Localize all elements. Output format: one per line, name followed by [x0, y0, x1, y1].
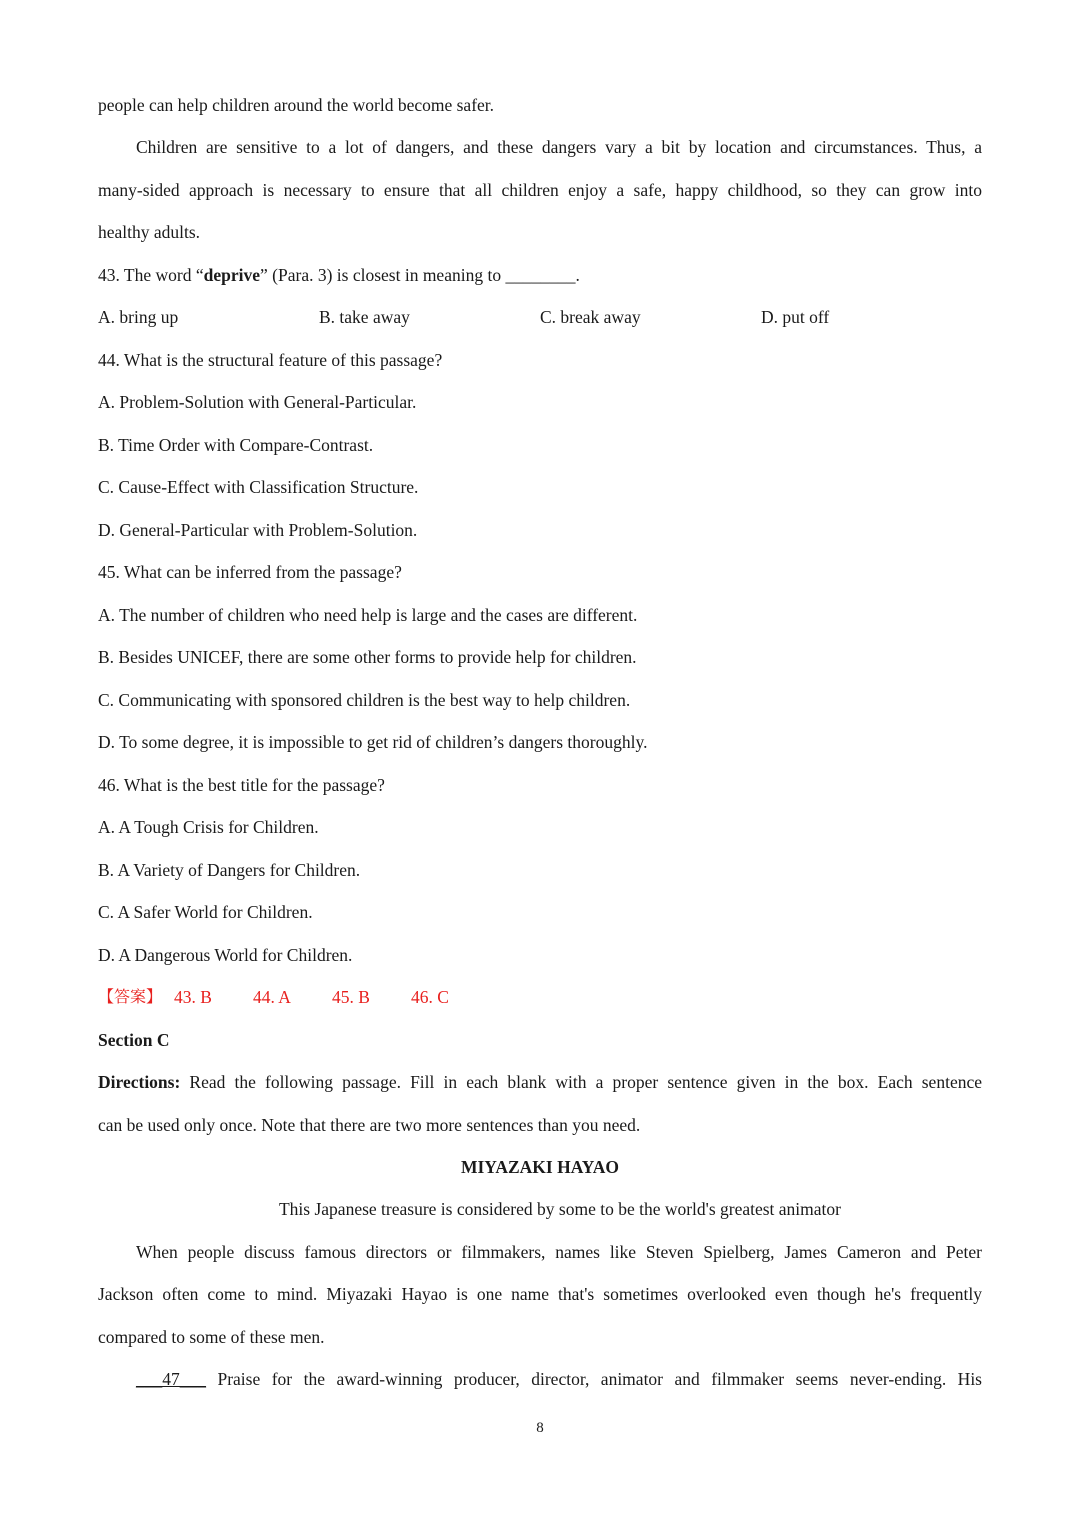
q45-option-c: C. Communicating with sponsored children is the best way to help children.: [98, 690, 631, 710]
q43-prefix: 43. The word “: [98, 265, 204, 285]
q43-option-d: D. put off: [761, 307, 830, 327]
question-46: 46. What is the best title for the passage?: [98, 775, 385, 795]
article-para1-line1: When people discuss famous directors or filmmakers, names like Steven Spielberg, James Cameron and Peter: [136, 1242, 982, 1262]
passage-line-4: healthy adults.: [98, 222, 201, 242]
section-heading: Section C: [98, 1030, 170, 1050]
para2-text: Praise for the award-winning producer, director, animator and filmmaker seems never-ending. His: [206, 1369, 982, 1389]
q43-option-b: B. take away: [319, 307, 410, 327]
q44-option-b: B. Time Order with Compare-Contrast.: [98, 435, 374, 455]
answer-45: 45. B: [332, 987, 370, 1007]
directions-line-1: [98, 1071, 982, 1093]
q44-option-a: A. Problem-Solution with General-Particular.: [98, 392, 417, 412]
q45-option-a: A. The number of children who need help is large and the cases are different.: [98, 605, 638, 625]
answer-label: 【答案】: [98, 987, 163, 1006]
q46-option-b: B. A Variety of Dangers for Children.: [98, 860, 361, 880]
q46-option-a: A. A Tough Crisis for Children.: [98, 817, 319, 837]
q46-option-d: D. A Dangerous World for Children.: [98, 945, 353, 965]
q45-option-d: D. To some degree, it is impossible to get rid of children’s dangers thoroughly.: [98, 732, 648, 752]
article-para2-line1: [136, 1368, 982, 1390]
q44-option-c: C. Cause-Effect with Classification Structure.: [98, 477, 419, 497]
q45-option-b: B. Besides UNICEF, there are some other forms to provide help for children.: [98, 647, 637, 667]
article-para1-line2: Jackson often come to mind. Miyazaki Hayao is one name that's sometimes overlooked even though he's frequently: [98, 1284, 982, 1304]
answer-43: 43. B: [174, 987, 212, 1007]
article-title: MIYAZAKI HAYAO: [460, 1157, 620, 1177]
answer-44: 44. A: [253, 987, 291, 1007]
q44-option-d: D. General-Particular with Problem-Solution.: [98, 520, 418, 540]
directions-line-2: can be used only once. Note that there are two more sentences than you need.: [98, 1115, 641, 1135]
article-subtitle: This Japanese treasure is considered by some to be the world's greatest animator: [278, 1199, 841, 1219]
passage-line-2: Children are sensitive to a lot of dangers, and these dangers vary a bit by location and circumstances. Thus, a: [136, 137, 982, 157]
q43-suffix: ” (Para. 3) is closest in meaning to ________.: [260, 265, 580, 285]
page-number: 8: [536, 1420, 544, 1436]
q43-option-c: C. break away: [540, 307, 641, 327]
answer-46: 46. C: [411, 987, 449, 1007]
passage-line-3: many-sided approach is necessary to ensure that all children enjoy a safe, happy childhood, so they can grow into: [98, 180, 982, 200]
directions-text: Read the following passage. Fill in each blank with a proper sentence given in the box. Each sentence: [180, 1072, 982, 1092]
q43-option-a: A. bring up: [98, 307, 179, 327]
question-43: [98, 264, 982, 286]
passage-line-1: people can help children around the world become safer.: [98, 95, 495, 115]
directions-label: Directions:: [98, 1072, 181, 1092]
q46-option-c: C. A Safer World for Children.: [98, 902, 313, 922]
blank-47[interactable]: ___47___: [136, 1369, 206, 1389]
article-para1-line3: compared to some of these men.: [98, 1327, 325, 1347]
question-45: 45. What can be inferred from the passage?: [98, 562, 402, 582]
q43-word: deprive: [203, 265, 261, 285]
question-44: 44. What is the structural feature of this passage?: [98, 350, 443, 370]
